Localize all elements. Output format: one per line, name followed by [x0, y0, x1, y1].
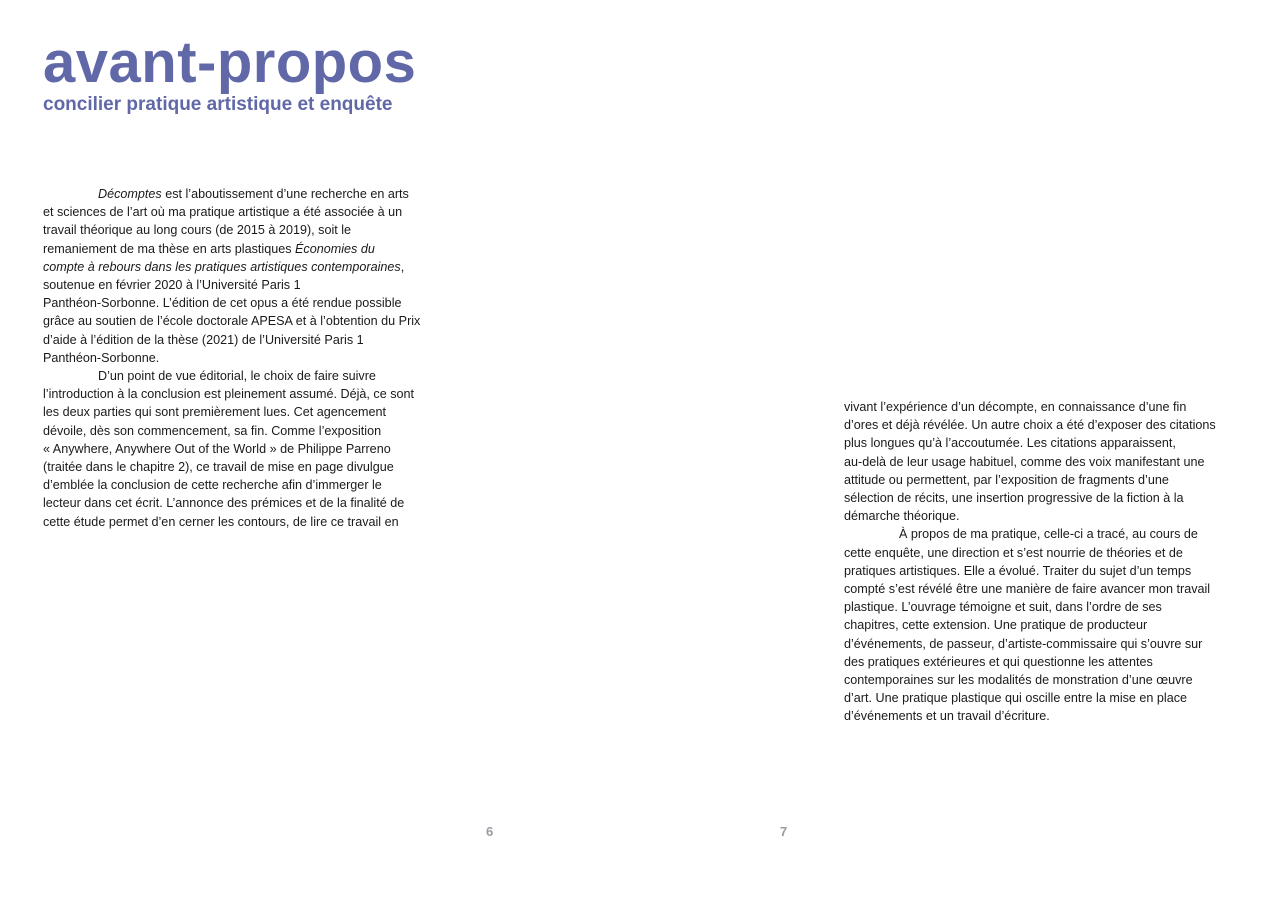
body-paragraph — [844, 398, 1232, 525]
text-line — [844, 598, 1232, 616]
text-run: des pratiques extérieures et qui questionne les attentes — [844, 654, 1153, 669]
text-line — [844, 544, 1232, 562]
text-line — [43, 331, 435, 349]
text-line — [43, 403, 435, 421]
text-line — [844, 507, 1232, 525]
text-line — [43, 513, 435, 531]
text-run: les deux parties qui sont premièrement lues. Cet agencement — [43, 405, 387, 420]
text-line — [844, 525, 1232, 543]
text-run: travail théorique au long cours (de 2015 à 2019), soit le — [43, 223, 352, 238]
text-line — [43, 494, 435, 512]
text-run: plus longues qu’à l’accoutumée. Les citations apparaissent, — [844, 436, 1176, 451]
text-line — [844, 635, 1232, 653]
text-run: d’art. Une pratique plastique qui oscille entre la mise en place — [844, 691, 1188, 706]
text-run: grâce au soutien de l’école doctorale APESA et à l’obtention du Prix — [43, 314, 421, 329]
text-run: (traitée dans le chapitre 2), ce travail de mise en page divulgue — [43, 460, 394, 475]
text-line — [844, 580, 1232, 598]
text-run: cette étude permet d’en cerner les contours, de lire ce travail en — [43, 514, 399, 529]
body-paragraph — [43, 367, 435, 531]
text-line — [844, 489, 1232, 507]
text-line — [43, 276, 435, 294]
text-line — [43, 367, 435, 385]
text-line — [43, 258, 435, 276]
text-run: « Anywhere, Anywhere Out of the World » de Philippe Parreno — [43, 441, 391, 456]
text-run: contemporaines sur les modalités de monstration d’une œuvre — [844, 673, 1193, 688]
text-line — [43, 458, 435, 476]
text-run: , — [400, 259, 405, 274]
text-line — [43, 185, 435, 203]
text-run: et sciences de l’art où ma pratique artistique a été associée à un — [43, 205, 403, 220]
text-run: cette enquête, une direction et s’est nourrie de théories et de — [844, 545, 1183, 560]
text-run: plastique. L’ouvrage témoigne et suit, dans l’ordre de ses — [844, 600, 1162, 615]
italic-text: compte à rebours dans les pratiques artistiques contemporaines — [43, 259, 401, 274]
text-line — [844, 416, 1232, 434]
text-run: démarche théorique. — [844, 509, 960, 524]
text-run: d’aide à l’édition de la thèse (2021) de l’Université Paris 1 — [43, 332, 364, 347]
text-run: sélection de récits, une insertion progressive de la fiction à la — [844, 491, 1184, 506]
text-line — [43, 203, 435, 221]
text-run: D’un point de vue éditorial, le choix de faire suivre — [98, 369, 376, 384]
text-run: d’emblée la conclusion de cette recherche afin d’immerger le — [43, 478, 382, 493]
text-line — [43, 422, 435, 440]
text-line — [43, 385, 435, 403]
text-line — [844, 453, 1232, 471]
text-run: au-delà de leur usage habituel, comme des voix manifestant une — [844, 454, 1205, 469]
text-line — [844, 689, 1232, 707]
text-run: d’événements et un travail d’écriture. — [844, 709, 1050, 724]
text-line — [43, 221, 435, 239]
page-number-left: 6 — [486, 824, 494, 839]
text-line — [43, 240, 435, 258]
text-run: À propos de ma pratique, celle-ci a tracé, au cours de — [899, 527, 1198, 542]
chapter-subtitle: concilier pratique artistique et enquête — [43, 94, 393, 115]
text-run: pratiques artistiques. Elle a évolué. Traiter du sujet d’un temps — [844, 563, 1192, 578]
text-run: attitude ou permettent, par l’exposition de fragments d’une — [844, 472, 1169, 487]
right-page-text-column — [844, 398, 1232, 726]
text-line — [844, 616, 1232, 634]
text-run: dévoile, dès son commencement, sa fin. Comme l’exposition — [43, 423, 382, 438]
text-run: d’ores et déjà révélée. Un autre choix a été d’exposer des citations — [844, 418, 1216, 433]
left-page-text-column — [43, 185, 435, 531]
text-line — [43, 294, 435, 312]
text-line — [844, 671, 1232, 689]
body-paragraph — [844, 525, 1232, 725]
text-line — [844, 653, 1232, 671]
text-run: soutenue en février 2020 à l’Université Paris 1 — [43, 278, 301, 293]
text-line — [844, 562, 1232, 580]
page-number-right: 7 — [780, 824, 788, 839]
text-line — [43, 312, 435, 330]
text-run: l’introduction à la conclusion est pleinement assumé. Déjà, ce sont — [43, 387, 415, 402]
text-line — [844, 398, 1232, 416]
text-run: Panthéon-Sorbonne. — [43, 350, 160, 365]
text-line — [844, 434, 1232, 452]
text-run: Panthéon-Sorbonne. L’édition de cet opus a été rendue possible — [43, 296, 402, 311]
text-run: lecteur dans cet écrit. L’annonce des prémices et de la finalité de — [43, 496, 405, 511]
chapter-title: avant-propos — [43, 30, 417, 95]
text-run: remaniement de ma thèse en arts plastiques — [43, 241, 296, 256]
text-line — [43, 476, 435, 494]
text-run: d’événements, de passeur, d’artiste-commissaire qui s’ouvre sur — [844, 636, 1203, 651]
text-run: chapitres, cette extension. Une pratique de producteur — [844, 618, 1148, 633]
italic-text: Décomptes — [98, 187, 162, 201]
text-run: est l’aboutissement d’une recherche en arts — [161, 187, 409, 201]
body-paragraph — [43, 185, 435, 367]
text-line — [43, 440, 435, 458]
text-line — [844, 471, 1232, 489]
text-run: compté s’est révélé être une manière de faire avancer mon travail — [844, 582, 1211, 597]
text-line — [43, 349, 435, 367]
text-run: vivant l’expérience d’un décompte, en connaissance d’une fin — [844, 400, 1187, 414]
italic-text: Économies du — [295, 241, 375, 256]
text-line — [844, 707, 1232, 725]
